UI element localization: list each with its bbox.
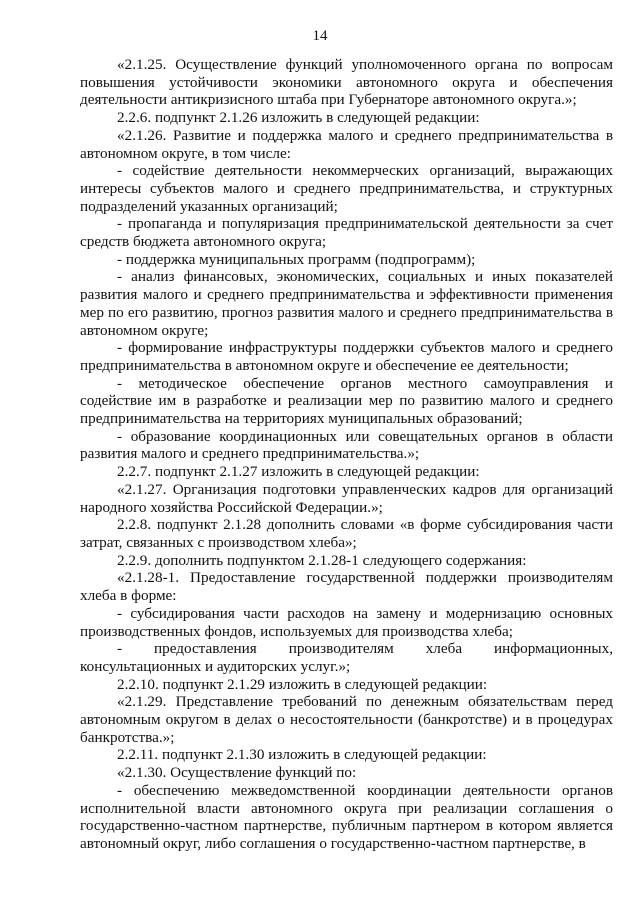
paragraph: «2.1.25. Осуществление функций уполномоченного органа по вопросам повышения устойчивости экономики автономного округа и обеспечения деятельности антикризисного штаба при Губернаторе автономного округа.»;	[80, 56, 613, 109]
paragraph: 2.2.7. подпункт 2.1.27 изложить в следующей редакции:	[117, 463, 480, 481]
paragraph: - пропаганда и популяризация предпринимательской деятельности за счет средств бюджета автономного округа;	[80, 215, 613, 251]
document-body	[80, 56, 613, 853]
paragraph: - обеспечению межведомственной координации деятельности органов исполнительной власти автономного округа при реализации соглашения о государственно-частном партнерстве, публичным партнером в котором является автономный округ, либо соглашения о государственно-частном партнерстве, в	[80, 781, 613, 852]
paragraph: 2.2.10. подпункт 2.1.29 изложить в следующей редакции:	[117, 675, 488, 693]
paragraph: 2.2.11. подпункт 2.1.30 изложить в следующей редакции:	[117, 746, 487, 764]
paragraph: - образование координационных или совещательных органов в области развития малого и среднего предпринимательства.»;	[80, 427, 613, 463]
paragraph: 2.2.6. подпункт 2.1.26 изложить в следующей редакции:	[117, 109, 480, 127]
paragraph: «2.1.30. Осуществление функций по:	[117, 764, 357, 782]
page-number: 14	[312, 28, 328, 44]
paragraph: - анализ финансовых, экономических, социальных и иных показателей развития малого и среднего предпринимательства и эффективности применения мер по его развитию, прогноз развития малого и среднего предпринимательства в автономном округе;	[80, 268, 613, 339]
paragraph: «2.1.27. Организация подготовки управленческих кадров для организаций народного хозяйства Российской Федерации.»;	[80, 480, 613, 516]
paragraph: 2.2.8. подпункт 2.1.28 дополнить словами «в форме субсидирования части затрат, связанных с производством хлеба»;	[80, 516, 613, 551]
paragraph: - субсидирования части расходов на замену и модернизацию основных производственных фондов, используемых для производства хлеба;	[80, 604, 613, 640]
paragraph: «2.1.26. Развитие и поддержка малого и среднего предпринимательства в автономном округе, в том числе:	[80, 126, 613, 162]
paragraph: - формирование инфраструктуры поддержки субъектов малого и среднего предпринимательства в автономном округе и обеспечение ее деятельности;	[80, 339, 613, 374]
paragraph: 2.2.9. дополнить подпунктом 2.1.28-1 следующего содержания:	[117, 551, 527, 569]
paragraph: - поддержка муниципальных программ (подпрограмм);	[117, 250, 476, 268]
paragraph: - методическое обеспечение органов местного самоуправления и содействие им в разработке и реализации мер по развитию малого и среднего предпринимательства на территориях муниципальных образований;	[80, 374, 613, 428]
paragraph: «2.1.28-1. Предоставление государственной поддержки производителям хлеба в форме:	[80, 569, 613, 605]
paragraph: «2.1.29. Представление требований по денежным обязательствам перед автономным округом в делах о несостоятельности (банкротстве) и в процедурах банкротства.»;	[80, 693, 613, 746]
paragraph: - предоставления производителям хлеба информационных, консультационных и аудиторских услуг.»;	[80, 640, 613, 675]
paragraph: - содействие деятельности некоммерческих организаций, выражающих интересы субъектов малого и среднего предпринимательства, и структурных подразделений указанных организаций;	[80, 162, 613, 215]
